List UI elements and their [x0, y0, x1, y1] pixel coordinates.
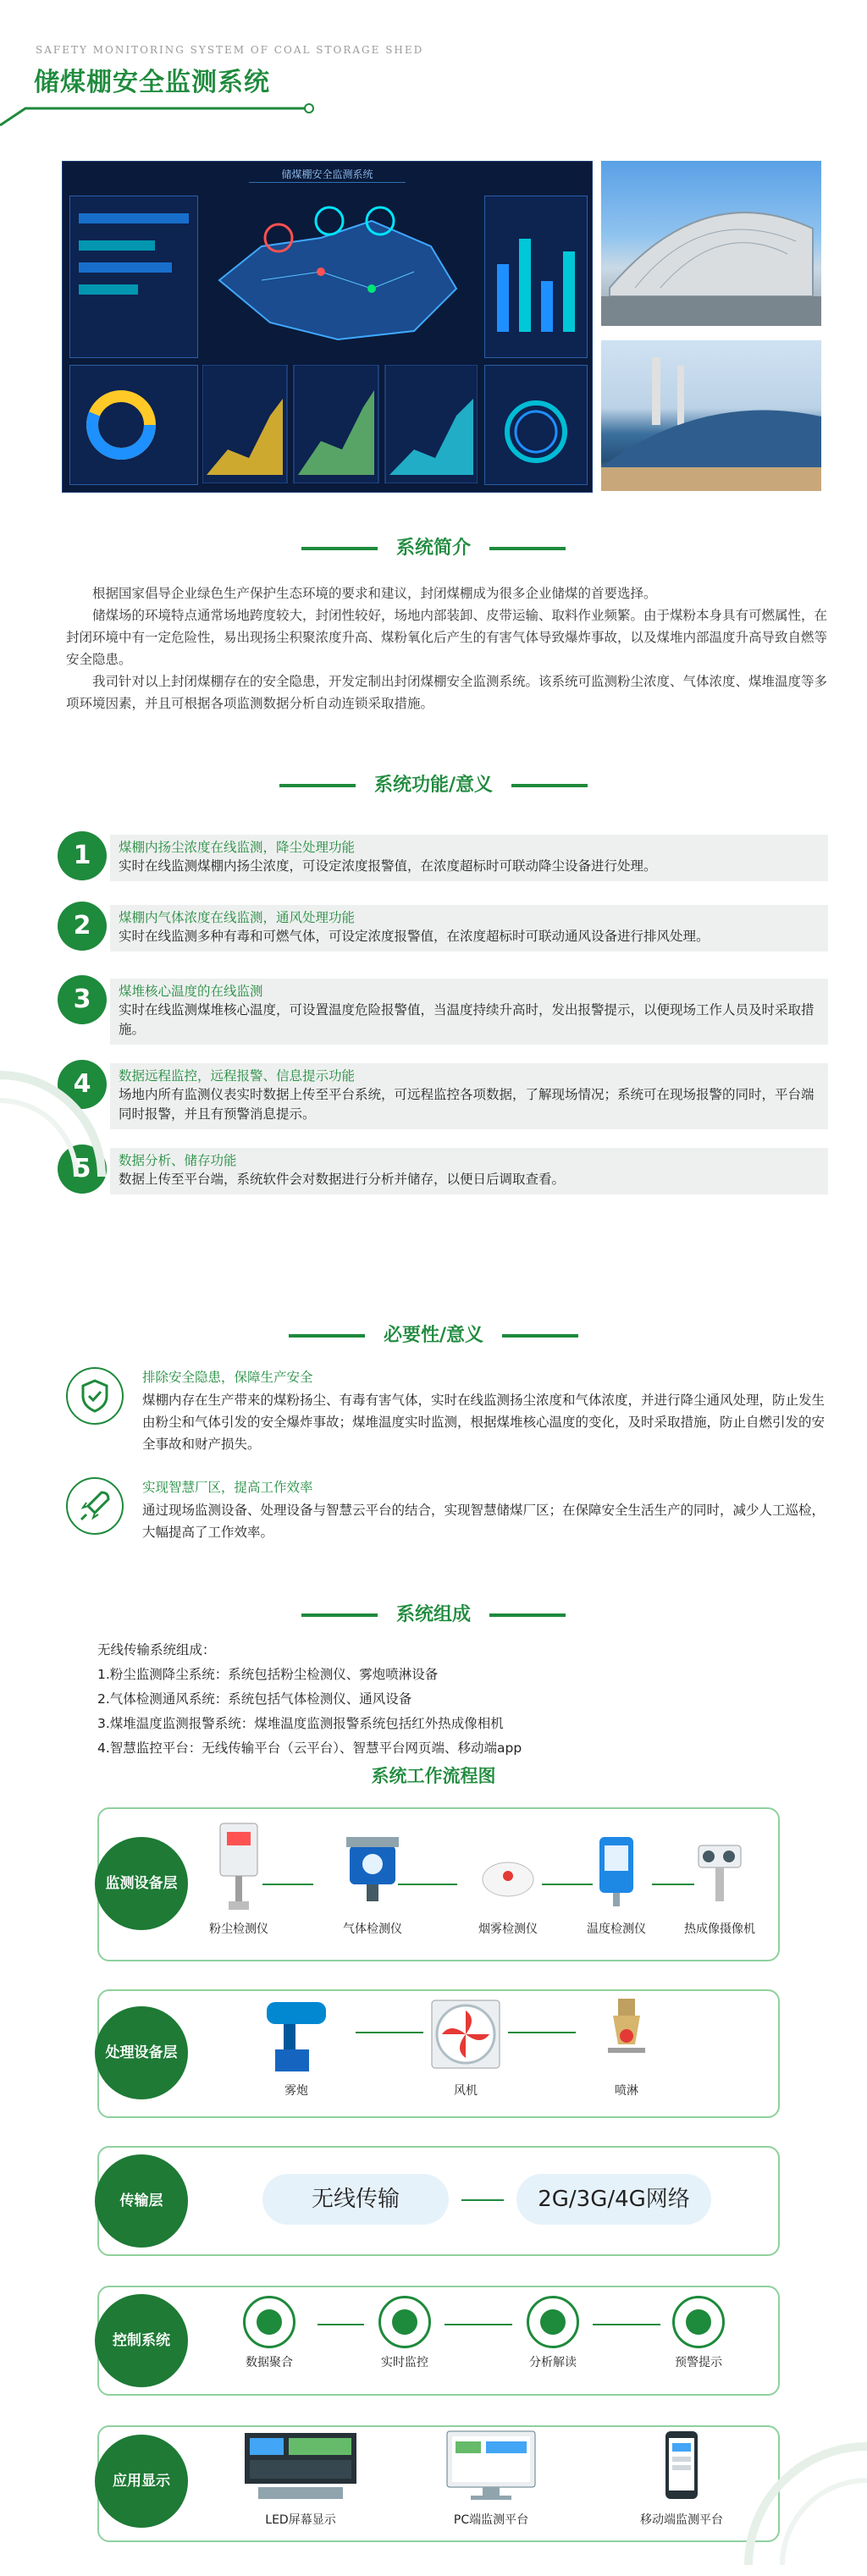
- dashboard-area-charts: [202, 365, 478, 483]
- gas-detector-icon: [343, 1820, 402, 1913]
- heading-text: 系统功能/意义: [373, 775, 494, 796]
- device-label: 气体检测仪: [343, 1922, 402, 1936]
- control-data-aggregation: [218, 2296, 320, 2370]
- monitor-icon: [378, 2296, 431, 2348]
- layer-badge: 处理设备层: [95, 2006, 188, 2099]
- device-label: 烟雾检测仪: [478, 1922, 538, 1936]
- control-alarm: [648, 2296, 749, 2370]
- section-heading-features: [0, 770, 867, 797]
- app-pc-platform: [428, 2428, 555, 2528]
- device-label: 风机: [454, 2084, 478, 2098]
- feature-title: 煤棚内扬尘浓度在线监测，降尘处理功能: [119, 840, 356, 855]
- thermal-camera-icon: [690, 1820, 749, 1913]
- intro-paragraph: 根据国家倡导企业绿色生产保护生态环境的要求和建议，封闭煤棚成为很多企业储煤的首要选择。: [92, 586, 657, 601]
- device-label: 雾炮: [284, 2084, 308, 2098]
- feature-desc: 场地内所有监测仪表实时数据上传至平台系统，可远程监控各项数据，了解现场情况；系统可在现场报警的同时，平台端同时报警，并且有预警消息提示。: [119, 1087, 815, 1122]
- feature-number: 3: [58, 975, 107, 1024]
- feature-title: 数据分析、储存功能: [119, 1153, 237, 1168]
- coal-shed-photo-2: [601, 340, 821, 491]
- coal-shed-photo-1: [601, 161, 821, 326]
- fog-cannon-icon: [258, 1994, 334, 2075]
- device-smoke-detector: [457, 1820, 559, 1937]
- cloud-wireless: 无线传输: [262, 2174, 449, 2225]
- dashboard-panel-donut: [69, 365, 198, 485]
- composition-line: 2.气体检测通风系统：系统包括气体检测仪、通风设备: [97, 1691, 412, 1707]
- dashboard-screenshot: [62, 161, 593, 493]
- pc-monitor-icon: [440, 2428, 542, 2504]
- feature-desc: 实时在线监测多种有毒和可燃气体，可设定浓度报警值，在浓度超标时可联动通风设备进行排风处理。: [119, 929, 710, 944]
- necessity-item: [66, 1367, 828, 1452]
- feature-item: [58, 1143, 828, 1197]
- app-mobile-platform: [618, 2428, 745, 2528]
- decorative-arc-left: [0, 1067, 127, 1287]
- feature-number: 2: [58, 902, 107, 951]
- feature-number: 4: [58, 1060, 107, 1109]
- feature-desc: 实时在线监测煤棚内扬尘浓度，可设定浓度报警值，在浓度超标时可联动降尘设备进行处理。: [119, 858, 657, 874]
- dashboard-panel-gauge: [484, 365, 588, 485]
- sprinkler-icon: [601, 1994, 652, 2075]
- intro-paragraph: 储煤场的环境特点通常场地跨度较大，封闭性较好，场地内部装卸、皮带运输、取料作业频繁。由于煤粉本身具有可燃属性，在封闭环境中有一定危险性，易出现扬尘积聚浓度升高、煤粉氧化后产生的有害气体导致爆炸事故，以及煤堆内部温度升高导致自燃等安全隐患。: [66, 608, 828, 667]
- dashboard-map: [202, 187, 478, 356]
- feature-title: 煤棚内气体浓度在线监测，通风处理功能: [119, 910, 356, 925]
- control-label: 分析解读: [529, 2356, 577, 2369]
- edit-icon: [527, 2296, 579, 2348]
- device-label: 粉尘检测仪: [209, 1922, 268, 1936]
- flow-title: 系统工作流程图: [371, 1766, 496, 1786]
- feature-desc: 数据上传至平台端，系统软件会对数据进行分析并储存，以便日后调取查看。: [119, 1172, 566, 1187]
- decorative-arc-right: [740, 2438, 867, 2576]
- device-sprinkler: [576, 1994, 677, 2099]
- mobile-phone-icon: [660, 2428, 703, 2504]
- dashboard-panel-right: [484, 196, 588, 358]
- header-accent-line: [0, 100, 322, 134]
- app-label: LED屏幕显示: [265, 2513, 336, 2527]
- device-label: 温度检测仪: [587, 1922, 646, 1936]
- intro-paragraph: 我司针对以上封闭煤棚存在的安全隐患，开发定制出封闭煤棚安全监测系统。该系统可监测粉尘浓度、气体浓度、煤堆温度等多项环境因素，并且可根据各项监测数据分析自动连锁采取措施。: [66, 674, 828, 711]
- dashboard-title: 储煤棚安全监测系统: [249, 167, 406, 183]
- page-title: 储煤棚安全监测系统: [34, 68, 270, 97]
- device-thermal-camera: [669, 1820, 770, 1937]
- device-gas-detector: [322, 1820, 423, 1937]
- feature-desc: 实时在线监测煤堆核心温度，可设置温度危险报警值，当温度持续升高时，发出报警提示，以便现场工作人员及时采取措施。: [119, 1002, 815, 1037]
- composition-list: [97, 1638, 522, 1761]
- device-fan: [415, 1994, 516, 2099]
- control-realtime-monitor: [354, 2296, 456, 2370]
- cloud-network: 2G/3G/4G网络: [516, 2174, 711, 2225]
- connector: [356, 2032, 423, 2033]
- section-heading-composition: [0, 1600, 867, 1626]
- layer-badge: 应用显示: [95, 2435, 188, 2528]
- app-label: 移动端监测平台: [640, 2513, 723, 2527]
- composition-line: 1.粉尘监测降尘系统：系统包括粉尘检测仪、雾炮喷淋设备: [97, 1667, 439, 1682]
- connector: [461, 2199, 504, 2201]
- intro-text: [66, 582, 833, 714]
- necessity-desc: 通过现场监测设备、处理设备与智慧云平台的结合，实现智慧储煤厂区；在保障安全生活生产的同时，减少人工巡检，大幅提高了工作效率。: [142, 1503, 826, 1540]
- device-label: 热成像摄像机: [684, 1922, 755, 1936]
- header-subtitle-en: SAFETY MONITORING SYSTEM OF COAL STORAGE SHED: [36, 44, 424, 56]
- led-screen-icon: [241, 2428, 360, 2504]
- smoke-detector-icon: [478, 1820, 538, 1913]
- control-analysis: [502, 2296, 604, 2370]
- alarm-icon: [672, 2296, 725, 2348]
- feature-number: 5: [58, 1145, 107, 1194]
- feature-item: [58, 974, 828, 1037]
- app-label: PC端监测平台: [453, 2513, 529, 2527]
- dashboard-panel-left: [69, 196, 198, 358]
- device-temp-detector: [566, 1820, 667, 1937]
- temperature-detector-icon: [591, 1820, 642, 1913]
- layer-badge: 监测设备层: [95, 1837, 188, 1930]
- composition-line: 4.智慧监控平台：无线传输平台（云平台）、智慧平台网页端、移动端app: [97, 1740, 522, 1756]
- feature-item: [58, 1058, 828, 1122]
- dust-detector-icon: [215, 1820, 262, 1913]
- heading-text: 系统简介: [395, 538, 471, 559]
- shield-check-icon: [66, 1367, 124, 1425]
- necessity-item: [66, 1477, 828, 1545]
- necessity-title: 实现智慧厂区，提高工作效率: [142, 1480, 313, 1495]
- app-led-display: [233, 2428, 368, 2528]
- device-fog-cannon: [246, 1994, 347, 2099]
- data-aggregation-icon: [243, 2296, 295, 2348]
- fan-icon: [425, 1994, 506, 2075]
- feature-item: [58, 830, 828, 884]
- control-label: 预警提示: [675, 2356, 722, 2369]
- feature-item: [58, 900, 828, 954]
- feature-title: 煤堆核心温度的在线监测: [119, 984, 263, 999]
- feature-number: 1: [58, 831, 107, 880]
- layer-badge: 传输层: [95, 2154, 188, 2248]
- control-label: 实时监控: [381, 2356, 428, 2369]
- composition-line: 3.煤堆温度监测报警系统：煤堆温度监测报警系统包括红外热成像相机: [97, 1716, 504, 1731]
- rocket-icon: [66, 1477, 124, 1535]
- heading-text: 系统组成: [395, 1604, 471, 1625]
- device-dust-detector: [188, 1820, 290, 1937]
- section-heading-intro: [0, 533, 867, 560]
- connector: [508, 2032, 576, 2033]
- section-heading-necessity: [0, 1321, 867, 1347]
- necessity-title: 排除安全隐患，保障生产安全: [142, 1370, 313, 1385]
- composition-line: 无线传输系统组成：: [97, 1642, 216, 1658]
- feature-title: 数据远程监控，远程报警、信息提示功能: [119, 1068, 356, 1084]
- layer-badge: 控制系统: [95, 2294, 188, 2387]
- control-label: 数据聚合: [246, 2356, 293, 2369]
- necessity-desc: 煤棚内存在生产带来的煤粉扬尘、有毒有害气体，实时在线监测扬尘浓度和气体浓度，并进行降尘通风处理，防止发生由粉尘和气体引发的安全爆炸事故；煤堆温度实时监测，根据煤堆核心温度的变化，及时采取措施，防止自燃引发的安全事故和财产损失。: [142, 1393, 826, 1452]
- heading-text: 必要性/意义: [383, 1325, 484, 1346]
- device-label: 喷淋: [615, 2084, 638, 2098]
